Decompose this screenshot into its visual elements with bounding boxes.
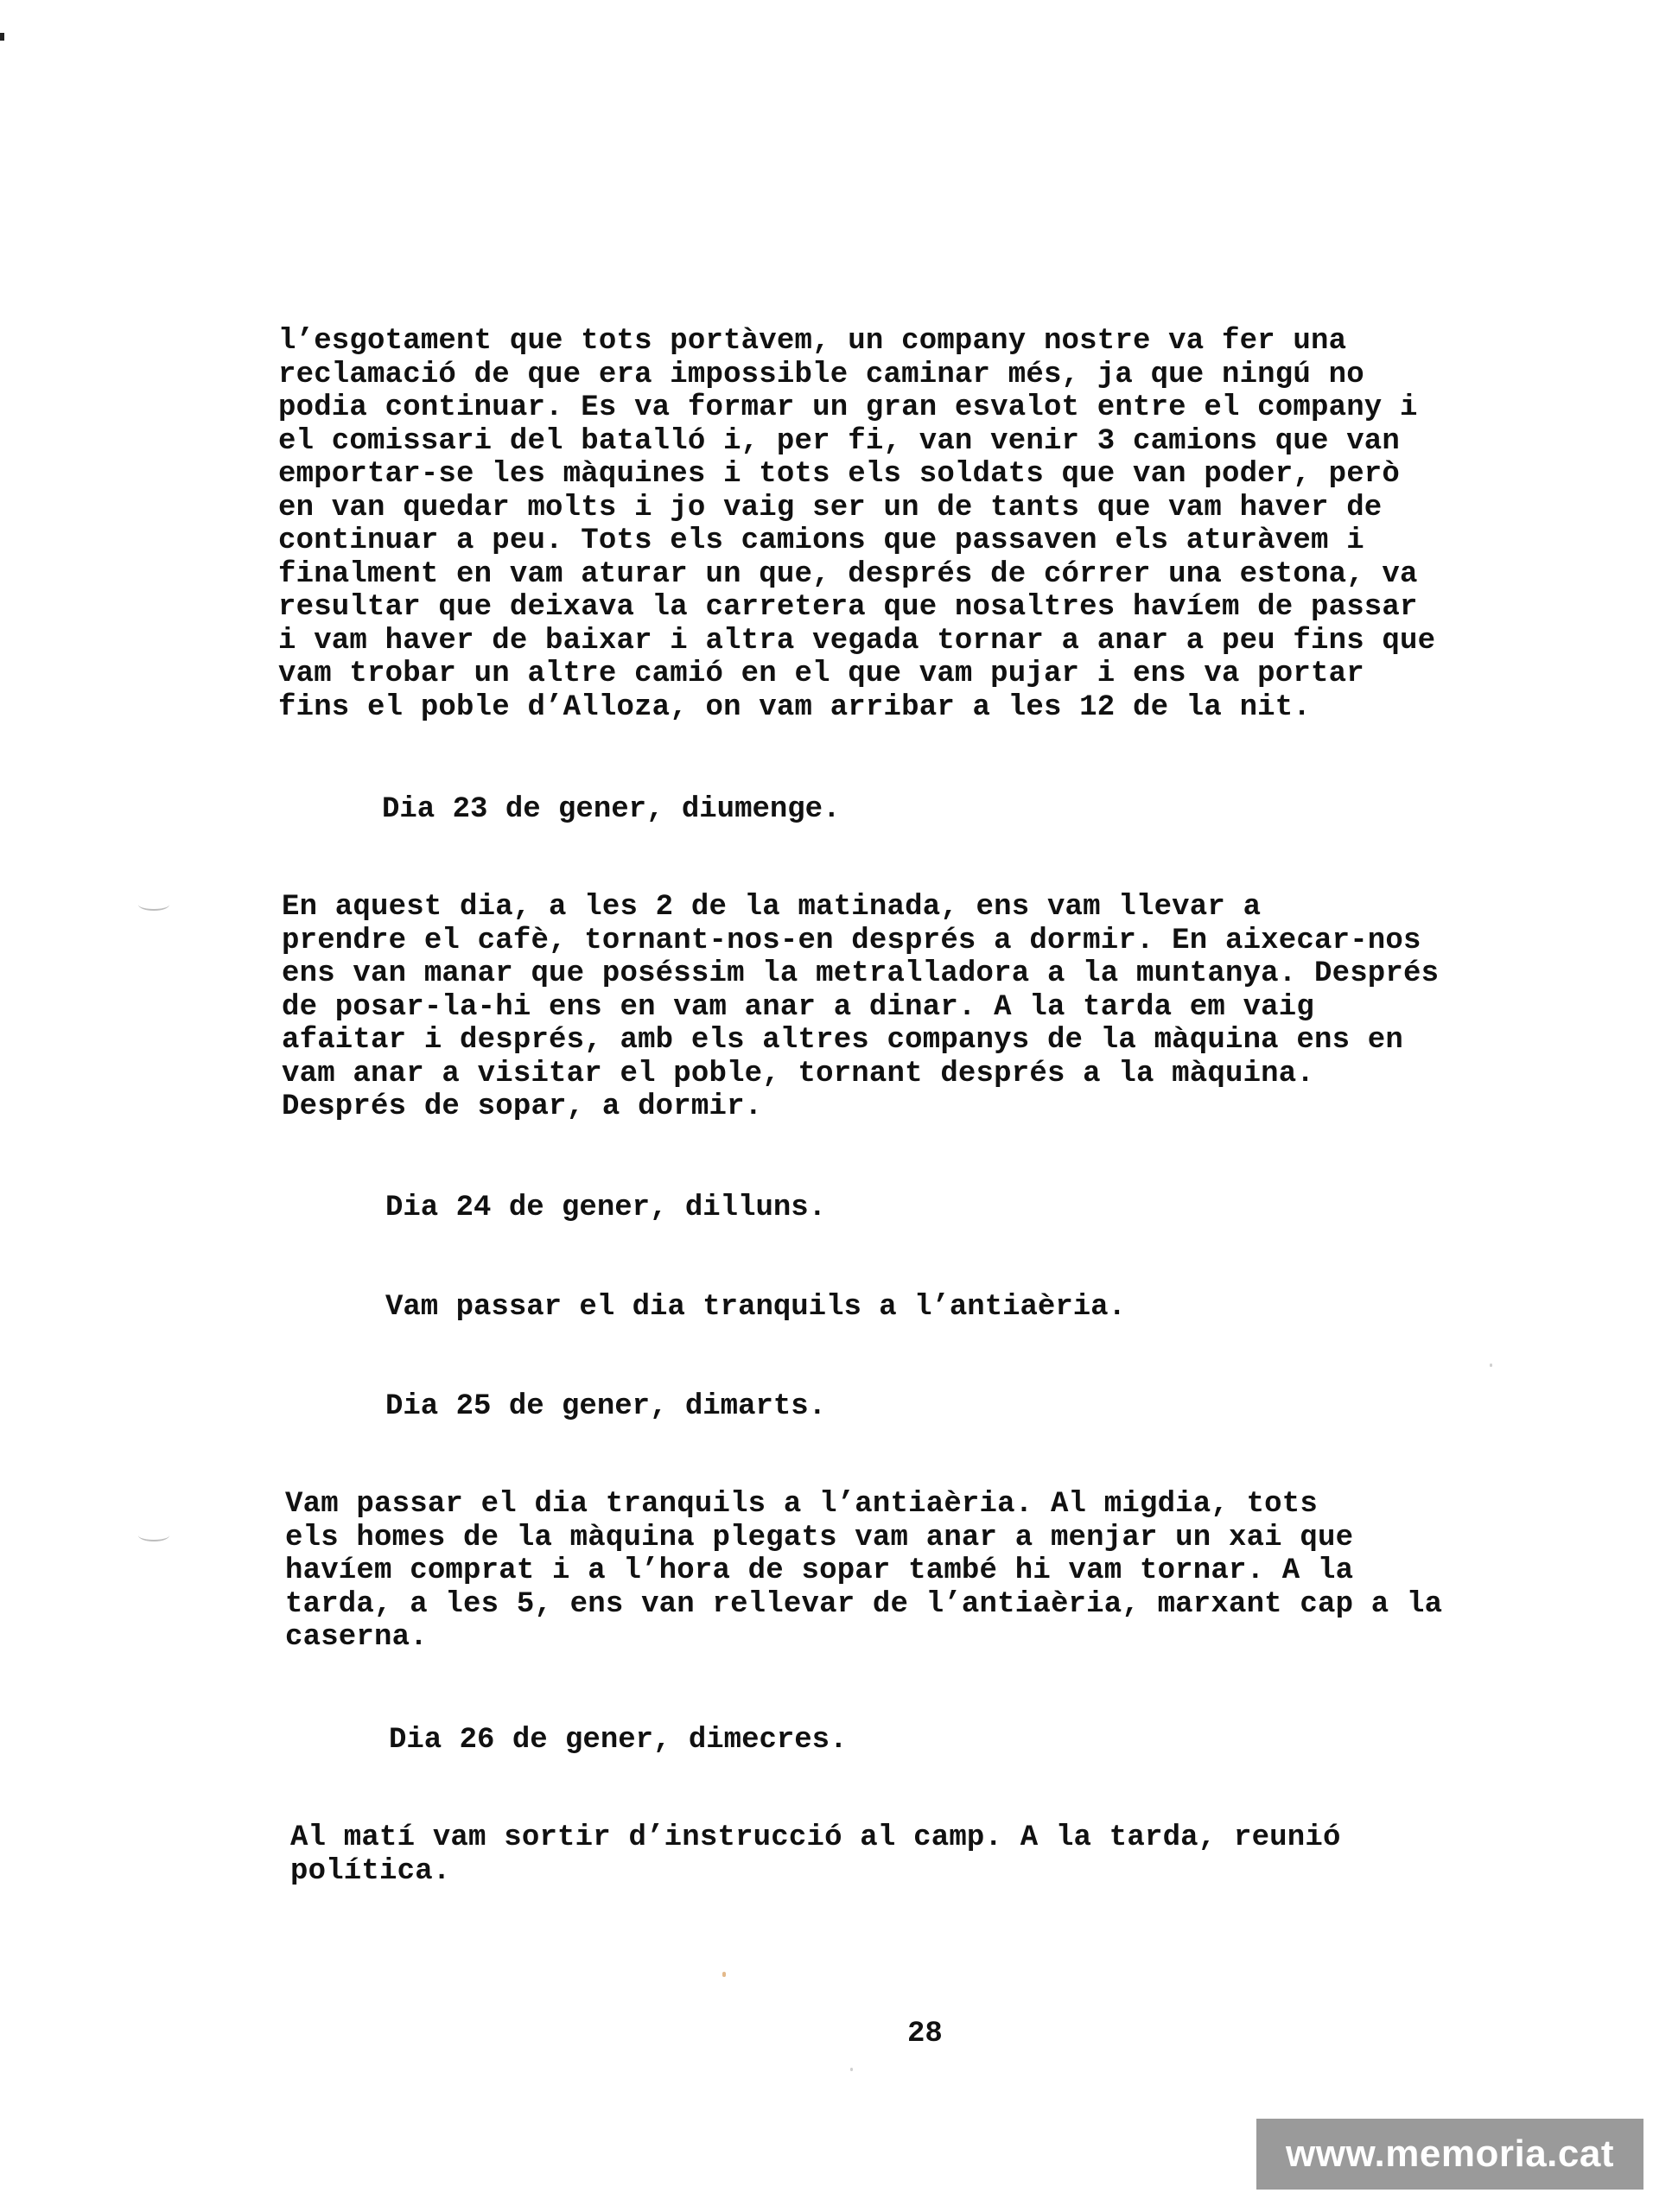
- scan-speck: [1490, 1363, 1492, 1367]
- diary-heading-24-january: Dia 24 de gener, dilluns.: [385, 1192, 827, 1224]
- diary-heading-23-january: Dia 23 de gener, diumenge.: [382, 793, 841, 826]
- scan-mark: [0, 33, 4, 41]
- scan-smudge: [138, 899, 169, 911]
- diary-heading-25-january: Dia 25 de gener, dimarts.: [385, 1390, 827, 1423]
- paragraph-2: En aquest dia, a les 2 de la matinada, ens vam llevar a prendre el cafè, tornant-nos-en després a dormir. En aixecar-nos ens van manar que poséssim la metralladora a la muntanya. Després de posar-la-hi ens en vam anar a dinar. A la tarda em vaig afaitar i després, amb els altres companys de la màquina ens en vam anar a visitar el poble, tornant després a la màquina. Després de sopar, a dormir.: [282, 891, 1440, 1123]
- watermark-logo: www.memoria.cat: [1256, 2119, 1643, 2190]
- paragraph-3: Vam passar el dia tranquils a l’antiaèria.: [385, 1291, 1126, 1324]
- paragraph-1: l’esgotament que tots portàvem, un company nostre va fer una reclamació de que era impossible caminar més, ja que ningú no podia continuar. Es va formar un gran esvalot entre el company i el comissari del batalló i, per fi, van venir 3 camions que van emportar-se les màquines i tots els soldats que van poder, però en van quedar molts i jo vaig ser un de tants que vam haver de continuar a peu. Tots els camions que passaven els aturàvem i finalment en vam aturar un que, després de córrer una estona, va resultar que deixava la carretera que nosaltres havíem de passar i vam haver de baixar i altra vegada tornar a anar a peu fins que vam trobar un altre camió en el que vam pujar i ens va portar fins el poble d’Alloza, on vam arribar a les 12 de la nit.: [278, 325, 1436, 724]
- scan-speck: [722, 1972, 726, 1977]
- scan-speck: [850, 2068, 853, 2071]
- paragraph-4: Vam passar el dia tranquils a l’antiaèria. Al migdia, tots els homes de la màquina plegats vam anar a menjar un xai que havíem comprat i a l’hora de sopar també hi vam tornar. A la tarda, a les 5, ens van rellevar de l’antiaèria, marxant cap a la caserna.: [285, 1488, 1443, 1654]
- diary-heading-26-january: Dia 26 de gener, dimecres.: [389, 1724, 848, 1757]
- page-number: 28: [907, 2018, 943, 2050]
- paragraph-5: Al matí vam sortir d’instrucció al camp. A la tarda, reunió política.: [290, 1821, 1341, 1888]
- scan-smudge: [138, 1529, 169, 1541]
